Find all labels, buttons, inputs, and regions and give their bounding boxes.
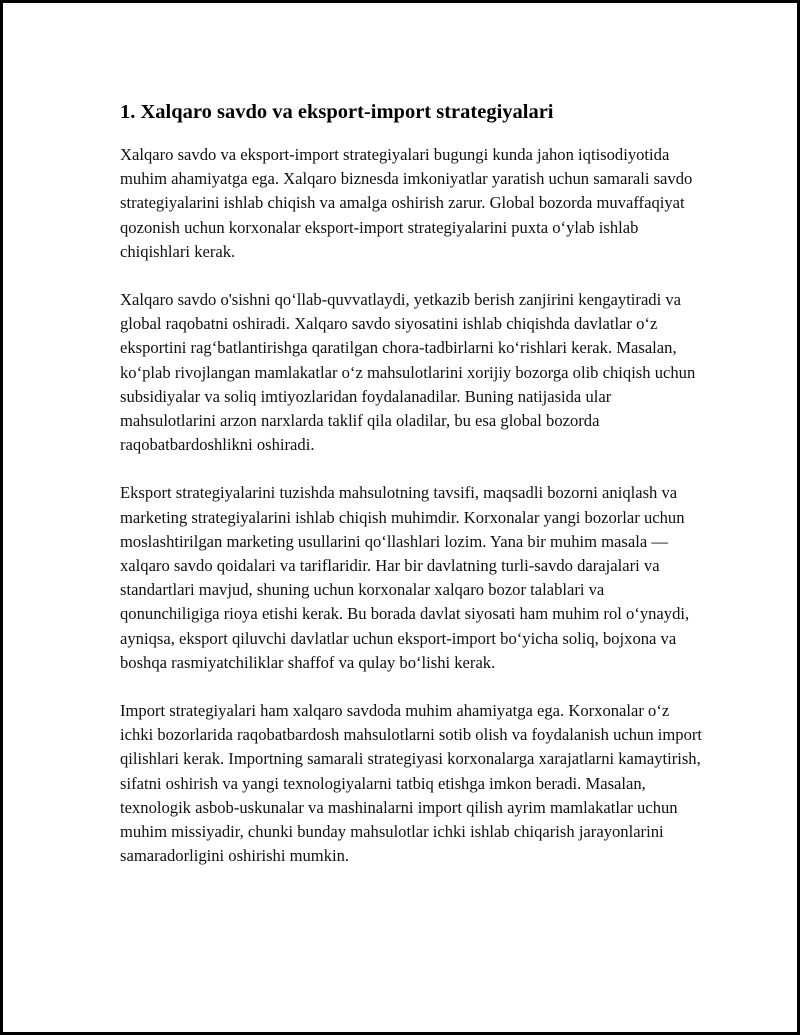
section-heading: 1. Xalqaro savdo va eksport-import strategiyalari — [120, 101, 554, 123]
paragraph-3: Eksport strategiyalarini tuzishda mahsulotning tavsifi, maqsadli bozorni aniqlash va marketing strategiyalarini ishlab chiqish muhimdir. Korxonalar yangi bozorlar uchun moslashtirilgan marketing usullarini qo‘llashlari lozim. Yana bir muhim masala — xalqaro savdo qoidalari va tariflaridir. Har bir davlatning turli-savdo darajalari va standartlari mavjud, shuning uchun korxonalar xalqaro bozor talablari va qonunchiligiga rioya etishi kerak. Bu borada davlat siyosati ham muhim rol o‘ynaydi, ayniqsa, eksport qiluvchi davlatlar uchun eksport-import bo‘yicha soliq, bojxona va boshqa rasmiyatchiliklar shaffof va qulay bo‘lishi kerak. — [120, 483, 690, 672]
paragraph-1: Xalqaro savdo va eksport-import strategiyalari bugungi kunda jahon iqtisodiyotida muhim ahamiyatga ega. Xalqaro biznesda imkoniyatlar yaratish uchun samarali savdo strategiyalarini ishlab chiqish va amalga oshirish zarur. Global bozorda muvaffaqiyat qozonish uchun korxonalar eksport-import strategiyalarini puxta o‘ylab ishlab chiqishlari kerak. — [120, 145, 693, 261]
paragraph-4: Import strategiyalari ham xalqaro savdoda muhim ahamiyatga ega. Korxonalar o‘z ichki bozorlarida raqobatbardosh mahsulotlarni sotib olish va foydalanish uchun import qilishlari kerak. Importning samarali strategiyasi korxonalarga xarajatlarni kamaytirish, sifatni oshirish va yangi texnologiyalarni tatbiq etishga imkon beradi. Masalan, texnologik asbob-uskunalar va mashinalarni import qilish ayrim mamlakatlar uchun muhim missiyadir, chunki bunday mahsulotlar ichki ishlab chiqarish jarayonlarini samaradorligini oshirishi mumkin. — [120, 701, 703, 866]
paragraph-2: Xalqaro savdo o'sishni qo‘llab-quvvatlaydi, yetkazib berish zanjirini kengaytiradi va global raqobatni oshiradi. Xalqaro savdo siyosatini ishlab chiqishda davlatlar o‘z eksportini rag‘batlantirishga qaratilgan chora-tadbirlarni ko‘rishlari kerak. Masalan, ko‘plab rivojlangan mamlakatlar o‘z mahsulotlarini xorijiy bozorga olib chiqish uchun subsidiyalar va soliq imtiyozlaridan foydalanadilar. Buning natijasida ular mahsulotlarini arzon narxlarda taklif qila oladilar, bu esa global bozorda raqobatbardoshlikni oshiradi. — [120, 290, 696, 455]
